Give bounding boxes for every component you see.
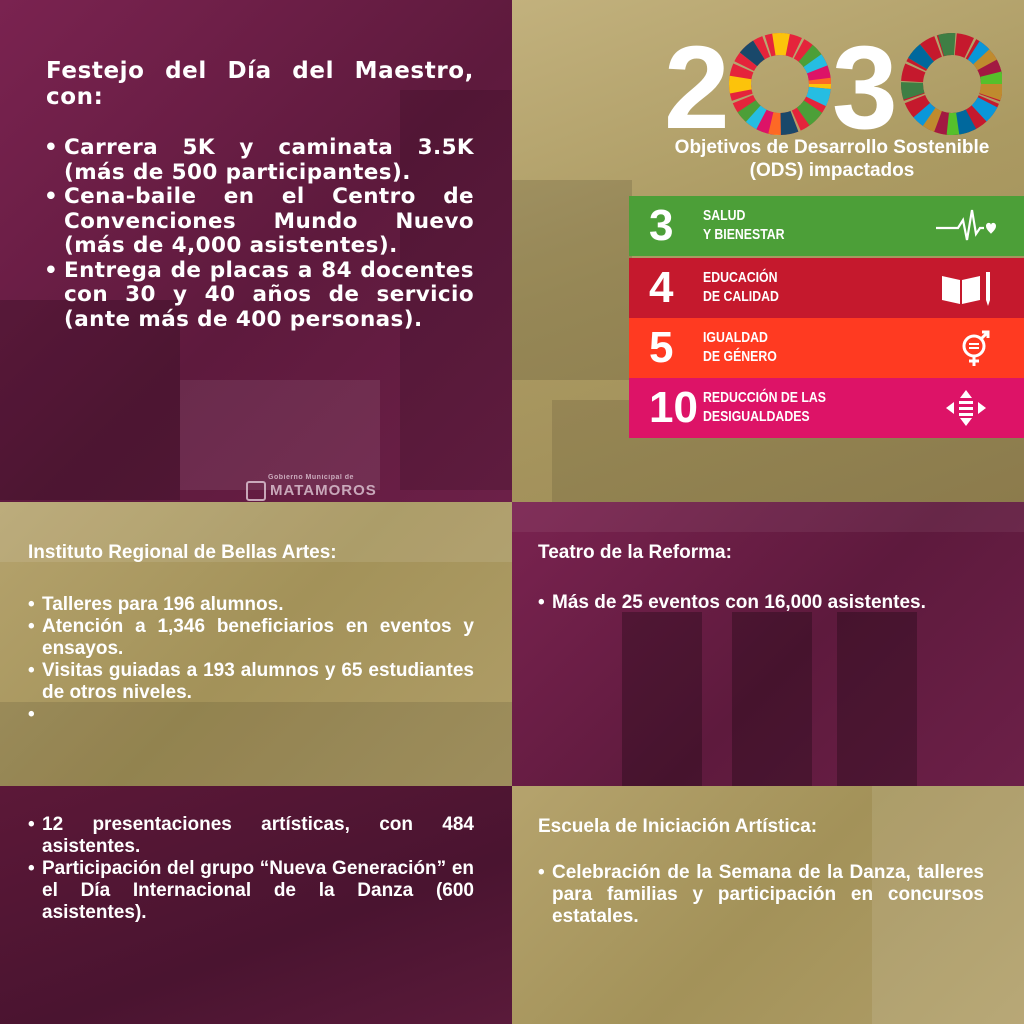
escuela-list — [538, 862, 984, 928]
logo-mark-icon — [246, 481, 266, 501]
building-arch — [732, 612, 812, 786]
list-item — [28, 704, 474, 726]
building-arch — [622, 612, 702, 786]
list-item: • Atención a 1,346 beneficiarios en eventos y ensayos. — [28, 616, 474, 660]
maestro-list — [44, 136, 474, 332]
book-pencil-icon — [936, 268, 996, 308]
sdg-number: 4 — [649, 263, 674, 312]
sdg-label: IGUALDAD DE GÉNERO — [703, 329, 777, 365]
heartbeat-icon — [936, 206, 996, 246]
ods-title: Objetivos de Desarrollo Sostenible (ODS) impactados — [674, 137, 990, 181]
sdg-3-band — [629, 196, 1024, 256]
panel-escuela-iniciacion — [512, 786, 1024, 1024]
sdg-number: 10 — [649, 383, 698, 432]
gender-equality-icon — [936, 328, 996, 368]
list-item: • Celebración de la Semana de la Danza, talleres para familias y participación en concursos estatales. — [538, 862, 984, 928]
panel-ods — [512, 0, 1024, 502]
panel-presentaciones — [0, 786, 512, 1024]
svg-text:3: 3 — [832, 28, 898, 138]
maestro-title: Festejo del Día del Maestro, con: — [46, 58, 474, 110]
list-item: • Cena-baile en el Centro de Convenciones Mundo Nuevo (más de 4,000 asistentes). — [44, 185, 474, 259]
building-cornice — [512, 502, 1024, 532]
bellas-artes-list — [28, 594, 474, 726]
teatro-title: Teatro de la Reforma: — [538, 542, 732, 563]
building-arch — [837, 612, 917, 786]
sdg-5-band — [629, 318, 1024, 378]
svg-text:2: 2 — [664, 28, 730, 138]
sdg-label: EDUCACIÓN DE CALIDAD — [703, 269, 779, 305]
panel-teatro-reforma — [512, 502, 1024, 786]
escuela-title: Escuela de Iniciación Artística: — [538, 816, 818, 837]
teatro-list — [538, 592, 984, 614]
list-item: • Más de 25 eventos con 16,000 asistentes. — [538, 592, 984, 614]
logo-small-text: Gobierno Municipal de — [268, 474, 354, 481]
sdg-number: 5 — [649, 323, 674, 372]
sdg-10-band — [629, 378, 1024, 438]
sdg-label: SALUD Y BIENESTAR — [703, 207, 785, 243]
list-item: • Participación del grupo “Nueva Generación” en el Día Internacional de la Danza (600 asistentes). — [28, 858, 474, 924]
list-item: • Visitas guiadas a 193 alumnos y 65 estudiantes de otros niveles. — [28, 660, 474, 704]
sdg-4-band — [629, 258, 1024, 318]
year-2030-logo — [662, 28, 1002, 138]
photo-texture — [512, 180, 632, 380]
panel-dia-del-maestro — [0, 0, 512, 502]
sdg-number: 3 — [649, 201, 674, 250]
presentaciones-list — [28, 814, 474, 924]
bellas-artes-title: Instituto Regional de Bellas Artes: — [28, 542, 337, 563]
list-item: • 12 presentaciones artísticas, con 484 asistentes. — [28, 814, 474, 858]
list-item: • Talleres para 196 alumnos. — [28, 594, 474, 616]
list-item: • Carrera 5K y caminata 3.5K (más de 500 participantes). — [44, 136, 474, 185]
sdg-label: REDUCCIÓN DE LAS DESIGUALDADES — [703, 389, 827, 425]
list-item: • Entrega de placas a 84 docentes con 30 y 40 años de servicio (ante más de 400 personas). — [44, 259, 474, 333]
panel-bellas-artes — [0, 502, 512, 786]
reduced-inequality-icon — [936, 388, 996, 428]
matamoros-logo — [246, 474, 377, 501]
logo-big-text: MATAMOROS — [270, 482, 377, 500]
